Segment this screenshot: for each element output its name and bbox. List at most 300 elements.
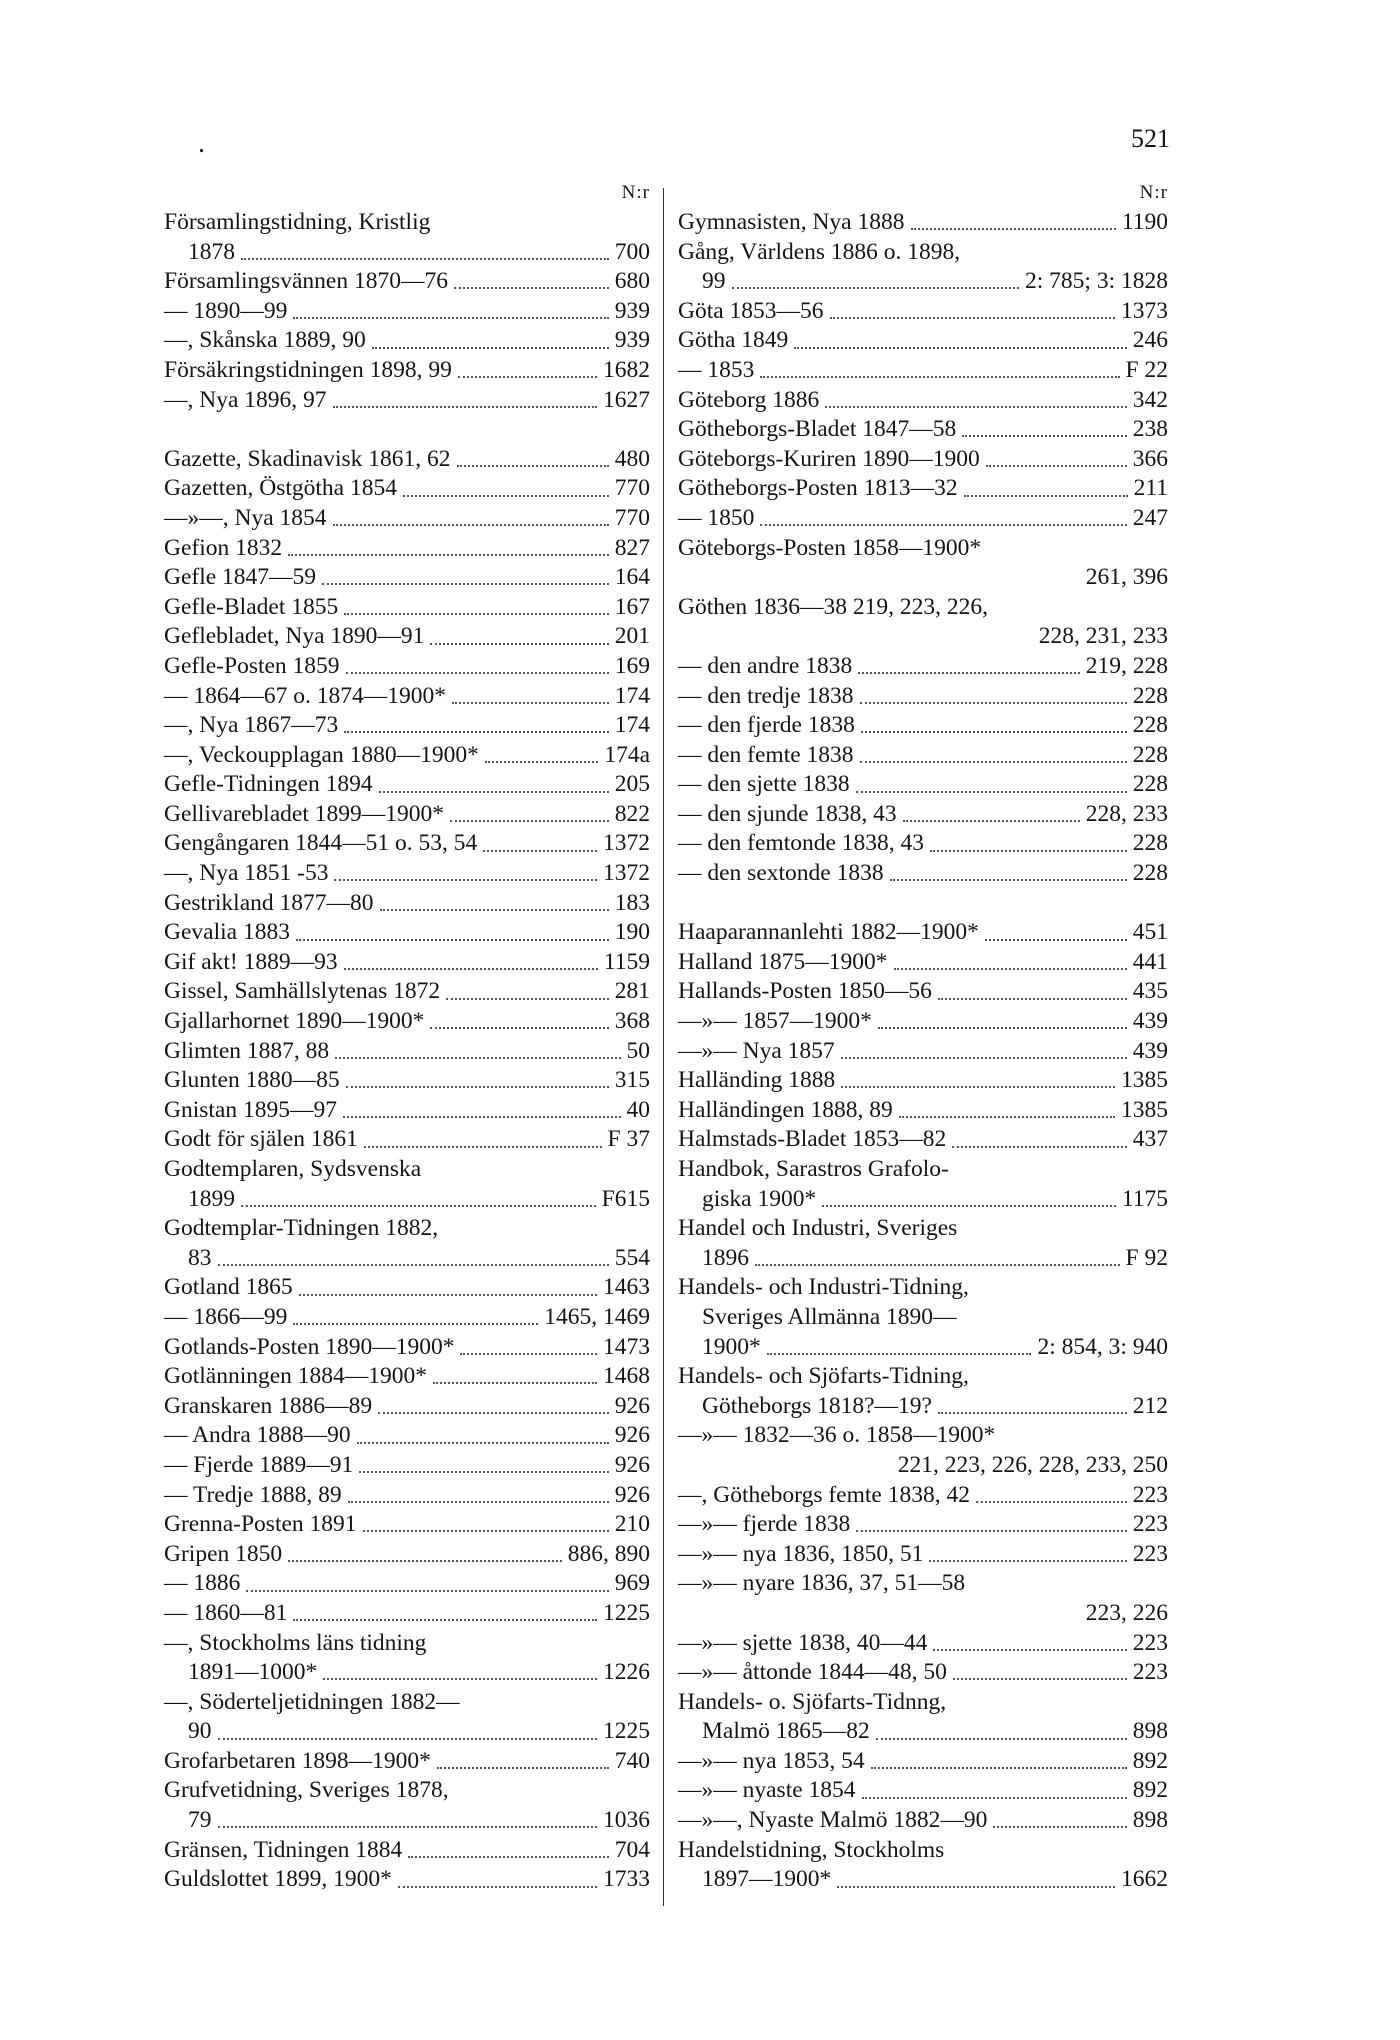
entry-title: — 1890—99 xyxy=(164,297,288,324)
index-entry xyxy=(678,1214,1168,1244)
entry-title: Glunten 1880—85 xyxy=(164,1067,340,1094)
entry-title: Gripen 1850 xyxy=(164,1540,283,1567)
dot-leader xyxy=(767,1340,1032,1355)
entry-number: 1468 xyxy=(603,1363,650,1390)
entry-title: — 1860—81 xyxy=(164,1599,288,1626)
entry-number: 223 xyxy=(1132,1540,1168,1567)
index-entry xyxy=(164,1717,650,1747)
entry-number: 223 xyxy=(1132,1659,1168,1686)
entry-number: 219, 228 xyxy=(1085,652,1168,679)
index-entry xyxy=(164,504,650,534)
entry-number: 1225 xyxy=(603,1599,650,1626)
entry-title: —»— nya 1853, 54 xyxy=(678,1747,865,1774)
index-entry xyxy=(164,238,650,268)
dot-leader xyxy=(293,1310,538,1325)
index-entry xyxy=(164,1658,650,1688)
index-entry xyxy=(678,1244,1168,1274)
stray-mark: . xyxy=(198,128,205,159)
dot-leader xyxy=(894,955,1127,970)
dot-leader xyxy=(446,985,609,1000)
entry-number: 368 xyxy=(614,1008,650,1035)
entry-title: —»— 1832—36 o. 1858—1900* xyxy=(678,1422,996,1449)
dot-leader xyxy=(986,452,1127,467)
dot-leader xyxy=(357,1429,609,1444)
entry-number: 1190 xyxy=(1121,209,1168,235)
dot-leader xyxy=(323,1665,597,1680)
entry-number: 1385 xyxy=(1121,1096,1168,1123)
entry-number: 1225 xyxy=(603,1718,650,1745)
entry-title: — den femte 1838 xyxy=(678,741,854,768)
index-entry xyxy=(678,356,1168,386)
index-entry xyxy=(164,1540,650,1570)
entry-number: 451 xyxy=(1132,919,1168,946)
index-entry xyxy=(164,1333,650,1363)
entry-number: 228 xyxy=(1132,712,1168,739)
index-entry xyxy=(678,1629,1168,1659)
entry-number: 223 xyxy=(1132,1481,1168,1508)
entry-title: — den femtonde 1838, 43 xyxy=(678,830,925,857)
entry-title: Sveriges Allmänna 1890— xyxy=(702,1303,957,1330)
entry-number: 221, 223, 226, 228, 233, 250 xyxy=(897,1451,1168,1478)
entry-number: 212 xyxy=(1132,1392,1168,1419)
entry-title: —»— fjerde 1838 xyxy=(678,1511,851,1538)
entry-title: — 1853 xyxy=(678,356,755,383)
index-entry xyxy=(164,829,650,859)
entry-number: 1385 xyxy=(1121,1067,1168,1094)
index-entry xyxy=(678,297,1168,327)
entry-number: 1373 xyxy=(1121,297,1168,324)
entry-title: Götheborgs-Bladet 1847—58 xyxy=(678,416,957,443)
entry-title: Församlingstidning, Kristlig xyxy=(164,209,431,235)
dot-leader xyxy=(344,718,608,733)
index-entry xyxy=(678,563,1168,593)
entry-title: Haaparannanlehti 1882—1900* xyxy=(678,919,979,946)
dot-leader xyxy=(964,482,1128,497)
entry-number: 210 xyxy=(614,1511,650,1538)
entry-number: 223, 226 xyxy=(1085,1599,1168,1626)
entry-title: Guldslottet 1899, 1900* xyxy=(164,1866,392,1893)
index-entry xyxy=(164,1037,650,1067)
dot-leader xyxy=(825,393,1127,408)
dot-leader xyxy=(246,1577,608,1592)
entry-title: Handels- o. Sjöfarts-Tidnng, xyxy=(678,1688,947,1715)
index-entry xyxy=(678,1155,1168,1185)
index-entry xyxy=(678,1569,1168,1599)
entry-title: Granskaren 1886—89 xyxy=(164,1392,373,1419)
index-entry xyxy=(678,1510,1168,1540)
index-entry xyxy=(678,1481,1168,1511)
entry-title: Gellivarebladet 1899—1900* xyxy=(164,800,444,827)
index-entry xyxy=(678,1658,1168,1688)
entry-number: 183 xyxy=(614,889,650,916)
entry-title: — Fjerde 1889—91 xyxy=(164,1451,354,1478)
dot-leader xyxy=(760,363,1119,378)
entry-number: 201 xyxy=(614,623,650,650)
dot-leader xyxy=(437,1754,609,1769)
index-entry xyxy=(164,386,650,416)
index-entry xyxy=(164,1362,650,1392)
entry-number: 1473 xyxy=(603,1333,650,1360)
entry-number: 211 xyxy=(1133,475,1168,502)
index-entry xyxy=(164,800,650,830)
index-entry xyxy=(164,1007,650,1037)
dot-leader xyxy=(380,896,609,911)
entry-title: Göteborgs-Posten 1858—1900* xyxy=(678,534,982,561)
entry-title: Götheborgs 1818?—19? xyxy=(702,1392,932,1419)
entry-number: 926 xyxy=(614,1451,650,1478)
entry-number: 205 xyxy=(614,771,650,798)
dot-leader xyxy=(830,304,1115,319)
entry-title: — den tredje 1838 xyxy=(678,682,854,709)
index-entry xyxy=(164,1273,650,1303)
entry-title: Gotland 1865 xyxy=(164,1274,293,1301)
index-entry xyxy=(164,1303,650,1333)
index-entry xyxy=(678,1599,1168,1629)
entry-title: Gestrikland 1877—80 xyxy=(164,889,374,916)
entry-title: Gnistan 1895—97 xyxy=(164,1096,337,1123)
dot-leader xyxy=(976,1488,1127,1503)
dot-leader xyxy=(430,630,608,645)
entry-title: —»— sjette 1838, 40—44 xyxy=(678,1629,928,1656)
entry-title: Halländingen 1888, 89 xyxy=(678,1096,893,1123)
index-entry xyxy=(164,208,650,238)
dot-leader xyxy=(450,807,609,822)
dot-leader xyxy=(760,511,1126,526)
entry-title: Göta 1853—56 xyxy=(678,297,824,324)
entry-number: 439 xyxy=(1132,1008,1168,1035)
index-entry xyxy=(678,977,1168,1007)
entry-title: —, Stockholms läns tidning xyxy=(164,1629,427,1656)
index-entry xyxy=(678,1273,1168,1303)
index-entry xyxy=(164,889,650,919)
entry-title: Försäkringstidningen 1898, 99 xyxy=(164,356,452,383)
index-entry xyxy=(164,1865,650,1895)
dot-leader xyxy=(363,1517,609,1532)
entry-title: Gotlänningen 1884—1900* xyxy=(164,1363,428,1390)
index-entry xyxy=(678,1806,1168,1836)
dot-leader xyxy=(454,275,609,290)
index-entry xyxy=(678,1037,1168,1067)
entry-number: 827 xyxy=(614,534,650,561)
index-entry xyxy=(678,1688,1168,1718)
entry-title: Godt för själen 1861 xyxy=(164,1126,358,1153)
entry-title: Gissel, Samhällslytenas 1872 xyxy=(164,978,441,1005)
entry-number: 770 xyxy=(614,475,650,502)
index-entry xyxy=(164,1185,650,1215)
entry-number: 439 xyxy=(1132,1037,1168,1064)
entry-number: F 92 xyxy=(1125,1244,1168,1271)
dot-leader xyxy=(938,985,1127,1000)
dot-leader xyxy=(858,659,1080,674)
entry-number: 926 xyxy=(614,1392,650,1419)
entry-number: 164 xyxy=(614,564,650,591)
index-entry xyxy=(164,267,650,297)
entry-number: 40 xyxy=(626,1096,650,1123)
index-entry xyxy=(164,1421,650,1451)
entry-title: Göthen 1836—38 219, 223, 226, xyxy=(678,593,989,620)
entry-number: 247 xyxy=(1132,504,1168,531)
dot-leader xyxy=(929,1547,1126,1562)
entry-title: Gazette, Skadinavisk 1861, 62 xyxy=(164,445,451,472)
entry-title: — 1864—67 o. 1874—1900* xyxy=(164,682,446,709)
index-entry xyxy=(164,652,650,682)
dot-leader xyxy=(372,334,609,349)
column-divider xyxy=(663,188,664,1906)
dot-leader xyxy=(841,1074,1115,1089)
index-entry xyxy=(164,1629,650,1659)
index-entry xyxy=(678,918,1168,948)
entry-title: Hallands-Posten 1850—56 xyxy=(678,978,932,1005)
entry-number: 190 xyxy=(614,919,650,946)
entry-number: 822 xyxy=(614,800,650,827)
index-entry xyxy=(678,652,1168,682)
dot-leader xyxy=(962,422,1126,437)
entry-number: 939 xyxy=(614,297,650,324)
entry-title: Glimten 1887, 88 xyxy=(164,1037,330,1064)
entry-title: Gengångaren 1844—51 o. 53, 54 xyxy=(164,830,478,857)
entry-number: 1226 xyxy=(603,1659,650,1686)
index-entry xyxy=(678,415,1168,445)
entry-title: — den sjunde 1838, 43 xyxy=(678,800,897,827)
index-entry xyxy=(678,829,1168,859)
index-entry xyxy=(164,1066,650,1096)
entry-number: 1372 xyxy=(603,830,650,857)
entry-number: 435 xyxy=(1132,978,1168,1005)
entry-number: 892 xyxy=(1132,1777,1168,1804)
index-entry xyxy=(678,1717,1168,1747)
index-entry xyxy=(164,593,650,623)
dot-leader xyxy=(952,1133,1126,1148)
entry-number: 770 xyxy=(614,504,650,531)
dot-leader xyxy=(322,570,609,585)
index-entry xyxy=(164,534,650,564)
dot-leader xyxy=(333,511,609,526)
index-entry xyxy=(164,356,650,386)
entry-title: Gif akt! 1889—93 xyxy=(164,948,338,975)
entry-number: 898 xyxy=(1132,1807,1168,1834)
index-entry xyxy=(164,1776,650,1806)
entry-title: Götheborgs-Posten 1813—32 xyxy=(678,475,958,502)
dot-leader xyxy=(876,1725,1127,1740)
entry-number: 740 xyxy=(614,1747,650,1774)
right-column-header: N:r xyxy=(1139,182,1168,203)
entry-title: Gefle 1847—59 xyxy=(164,564,317,591)
index-entry xyxy=(678,1392,1168,1422)
entry-number: F 37 xyxy=(607,1126,650,1153)
dot-leader xyxy=(911,215,1116,230)
index-entry xyxy=(678,948,1168,978)
index-entry xyxy=(678,504,1168,534)
dot-leader xyxy=(359,1458,608,1473)
entry-title: —, Nya 1851 -53 xyxy=(164,860,329,887)
entry-title: 1897—1900* xyxy=(702,1866,832,1893)
dot-leader xyxy=(460,1340,597,1355)
entry-number: 704 xyxy=(614,1836,650,1863)
entry-title: Godtemplar-Tidningen 1882, xyxy=(164,1215,439,1242)
dot-leader xyxy=(335,1044,620,1059)
entry-number: 1662 xyxy=(1121,1866,1168,1893)
entry-title: Handelstidning, Stockholms xyxy=(678,1836,945,1863)
dot-leader xyxy=(430,1014,608,1029)
entry-title: Grufvetidning, Sveriges 1878, xyxy=(164,1777,449,1804)
entry-number: 2: 854, 3: 940 xyxy=(1037,1333,1168,1360)
index-entry xyxy=(678,326,1168,356)
entry-number: 238 xyxy=(1132,416,1168,443)
dot-leader xyxy=(856,778,1127,793)
dot-leader xyxy=(343,1103,621,1118)
index-entry xyxy=(678,1303,1168,1333)
entry-number: 939 xyxy=(614,327,650,354)
index-entry xyxy=(164,1481,650,1511)
dot-leader xyxy=(755,1251,1120,1266)
dot-leader xyxy=(903,807,1080,822)
entry-number: 228, 231, 233 xyxy=(1038,623,1168,650)
dot-leader xyxy=(878,1014,1127,1029)
index-entry xyxy=(678,208,1168,238)
entry-title: Handel och Industri, Sveriges xyxy=(678,1215,958,1242)
entry-title: 1896 xyxy=(702,1244,749,1271)
entry-title: Halländing 1888 xyxy=(678,1067,836,1094)
entry-title: 1899 xyxy=(188,1185,235,1212)
entry-number: 228 xyxy=(1132,741,1168,768)
dot-leader xyxy=(794,334,1126,349)
dot-leader xyxy=(862,1784,1127,1799)
entry-title: —»— Nya 1857 xyxy=(678,1037,835,1064)
index-entry xyxy=(164,1451,650,1481)
index-entry xyxy=(164,1599,650,1629)
index-entry xyxy=(678,1747,1168,1777)
index-entry xyxy=(678,1007,1168,1037)
entry-title: —, Götheborgs femte 1838, 42 xyxy=(678,1481,970,1508)
entry-number: 554 xyxy=(614,1244,650,1271)
entry-title: —»—, Nya 1854 xyxy=(164,504,327,531)
dot-leader xyxy=(938,1399,1127,1414)
dot-leader xyxy=(933,1636,1126,1651)
entry-title: Handels- och Sjöfarts-Tidning, xyxy=(678,1363,969,1390)
entry-title: — Andra 1888—90 xyxy=(164,1422,351,1449)
dot-leader xyxy=(953,1665,1127,1680)
entry-number: 167 xyxy=(614,593,650,620)
entry-number: 926 xyxy=(614,1422,650,1449)
index-entry xyxy=(164,1214,650,1244)
index-entry xyxy=(164,1096,650,1126)
index-entry xyxy=(678,711,1168,741)
index-entry xyxy=(164,1688,650,1718)
entry-title: Gefle-Tidningen 1894 xyxy=(164,771,373,798)
index-entry xyxy=(678,1066,1168,1096)
entry-number: 174a xyxy=(604,741,650,768)
dot-leader xyxy=(452,689,609,704)
dot-leader xyxy=(288,1547,562,1562)
index-entry xyxy=(164,948,650,978)
entry-title: Halland 1875—1900* xyxy=(678,948,888,975)
entry-number: F615 xyxy=(601,1185,650,1212)
entry-number: 223 xyxy=(1132,1629,1168,1656)
dot-leader xyxy=(860,689,1127,704)
dot-leader xyxy=(403,482,609,497)
dot-leader xyxy=(890,866,1127,881)
index-entry xyxy=(164,977,650,1007)
entry-number: 223 xyxy=(1132,1511,1168,1538)
index-entry xyxy=(164,859,650,889)
entry-title: Gefle-Bladet 1855 xyxy=(164,593,339,620)
entry-title: Halmstads-Bladet 1853—82 xyxy=(678,1126,947,1153)
entry-number: 2: 785; 3: 1828 xyxy=(1025,268,1168,295)
dot-leader xyxy=(457,452,609,467)
index-entry xyxy=(678,770,1168,800)
dot-leader xyxy=(732,275,1020,290)
index-entry xyxy=(678,741,1168,771)
entry-number: 437 xyxy=(1132,1126,1168,1153)
dot-leader xyxy=(346,1074,609,1089)
dot-leader xyxy=(296,926,609,941)
dot-leader xyxy=(334,866,597,881)
section-gap xyxy=(164,415,650,445)
left-entry-list xyxy=(164,208,650,1895)
entry-number: 228 xyxy=(1132,682,1168,709)
dot-leader xyxy=(861,718,1127,733)
entry-title: —, Veckoupplagan 1880—1900* xyxy=(164,741,479,768)
dot-leader xyxy=(899,1103,1115,1118)
entry-title: Gymnasisten, Nya 1888 xyxy=(678,209,905,235)
dot-leader xyxy=(333,393,597,408)
entry-title: Handbok, Sarastros Grafolo- xyxy=(678,1156,949,1182)
entry-title: — 1866—99 xyxy=(164,1303,288,1330)
entry-title: Gränsen, Tidningen 1884 xyxy=(164,1836,403,1863)
entry-title: 90 xyxy=(188,1718,212,1745)
index-entry xyxy=(164,1836,650,1866)
index-entry xyxy=(164,1510,650,1540)
entry-number: 228 xyxy=(1132,771,1168,798)
dot-leader xyxy=(299,1281,597,1296)
entry-title: giska 1900* xyxy=(702,1185,817,1212)
dot-leader xyxy=(860,748,1127,763)
index-entry xyxy=(164,1569,650,1599)
index-entry xyxy=(164,326,650,356)
entry-number: 1682 xyxy=(603,356,650,383)
index-entry xyxy=(164,1155,650,1185)
entry-title: 99 xyxy=(702,268,726,295)
entry-number: 480 xyxy=(614,445,650,472)
entry-number: 1372 xyxy=(603,860,650,887)
entry-number: 366 xyxy=(1132,445,1168,472)
entry-title: Gotlands-Posten 1890—1900* xyxy=(164,1333,455,1360)
dot-leader xyxy=(378,1399,609,1414)
entry-title: — den andre 1838 xyxy=(678,652,853,679)
entry-title: Malmö 1865—82 xyxy=(702,1718,870,1745)
entry-title: —»— nyare 1836, 37, 51—58 xyxy=(678,1570,966,1597)
dot-leader xyxy=(433,1369,597,1384)
index-entry xyxy=(164,1747,650,1777)
index-entry xyxy=(678,386,1168,416)
dot-leader xyxy=(993,1813,1126,1828)
entry-title: —»— 1857—1900* xyxy=(678,1008,872,1035)
entry-title: 1891—1000* xyxy=(188,1659,318,1686)
index-entry xyxy=(164,770,650,800)
entry-number: 281 xyxy=(614,978,650,1005)
right-entry-list xyxy=(678,208,1168,1895)
entry-title: 79 xyxy=(188,1807,212,1834)
index-entry xyxy=(164,711,650,741)
entry-title: Grenna-Posten 1891 xyxy=(164,1511,357,1538)
entry-title: 83 xyxy=(188,1244,212,1271)
entry-number: 342 xyxy=(1132,386,1168,413)
dot-leader xyxy=(288,541,609,556)
dot-leader xyxy=(458,363,597,378)
entry-number: 886, 890 xyxy=(567,1540,650,1567)
index-entry xyxy=(164,682,650,712)
index-entry xyxy=(678,1776,1168,1806)
